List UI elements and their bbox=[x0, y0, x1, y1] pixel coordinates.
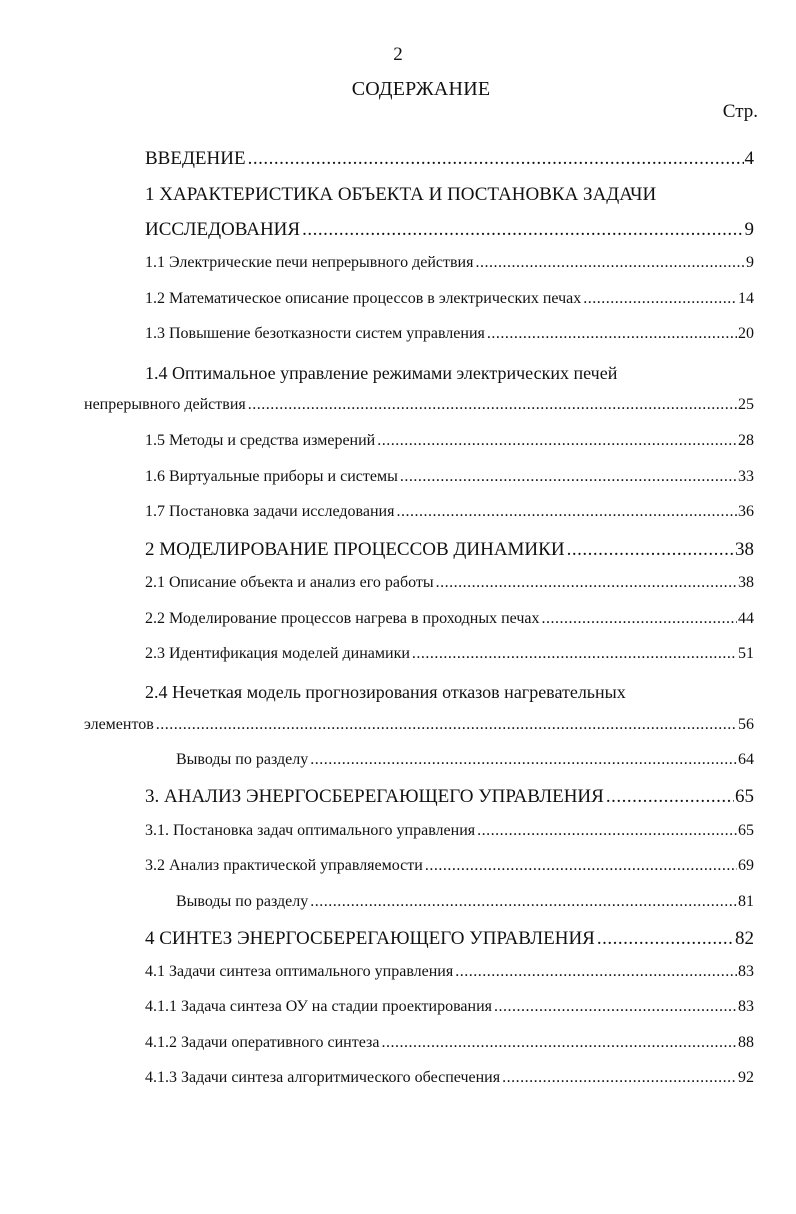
toc-entry-title: 1.2 Математическое описание процессов в электрических печах bbox=[145, 290, 582, 307]
toc-entry-title: Выводы по разделу bbox=[176, 751, 309, 768]
toc-leader-dots bbox=[583, 290, 737, 308]
toc-entry-page: 20 bbox=[738, 325, 754, 342]
toc-leader-dots bbox=[377, 432, 737, 450]
toc-entry[interactable] bbox=[145, 219, 754, 243]
toc-entry[interactable] bbox=[145, 539, 754, 563]
toc-entry-page: 33 bbox=[738, 468, 754, 485]
toc-entry-title: 1.1 Электрические печи непрерывного действия bbox=[145, 254, 474, 271]
toc-entry-page: 28 bbox=[738, 432, 754, 449]
toc-entry[interactable] bbox=[176, 751, 754, 775]
toc-entry-title[interactable]: 1 ХАРАКТЕРИСТИКА ОБЪЕКТА И ПОСТАНОВКА ЗАДАЧИ bbox=[145, 184, 657, 205]
toc-leader-dots bbox=[567, 539, 734, 561]
toc-entry-page: 36 bbox=[738, 503, 754, 520]
toc-entry-title: 4.1.3 Задачи синтеза алгоритмического обеспечения bbox=[145, 1069, 501, 1086]
toc-entry-title: ИССЛЕДОВАНИЯ bbox=[145, 219, 301, 240]
toc-entry-title: 3.1. Постановка задач оптимального управления bbox=[145, 822, 476, 839]
toc-leader-dots bbox=[310, 751, 737, 769]
toc-leader-dots bbox=[475, 254, 745, 272]
toc-entry[interactable] bbox=[145, 148, 754, 172]
toc-entry-page: 14 bbox=[738, 290, 754, 307]
toc-leader-dots bbox=[302, 219, 743, 241]
toc-leader-dots bbox=[494, 998, 737, 1016]
toc-leader-dots bbox=[436, 574, 737, 592]
toc-entry[interactable] bbox=[145, 254, 754, 278]
toc-entry-title: 4.1 Задачи синтеза оптимального управления bbox=[145, 963, 454, 980]
page-title: СОДЕРЖАНИЕ bbox=[351, 78, 491, 100]
toc-leader-dots bbox=[455, 963, 737, 981]
toc-entry-page: 64 bbox=[738, 751, 754, 768]
toc-entry[interactable] bbox=[84, 396, 754, 420]
toc-leader-dots bbox=[542, 610, 738, 628]
toc-entry-title: 2 МОДЕЛИРОВАНИЕ ПРОЦЕССОВ ДИНАМИКИ bbox=[145, 539, 565, 560]
toc-entry-title: Выводы по разделу bbox=[176, 893, 309, 910]
toc-leader-dots bbox=[381, 1034, 737, 1052]
toc-leader-dots bbox=[502, 1069, 737, 1087]
toc-entry-title: 1.5 Методы и средства измерений bbox=[145, 432, 376, 449]
toc-entry-title: 3.2 Анализ практической управляемости bbox=[145, 857, 423, 874]
toc-entry-title: 4.1.1 Задача синтеза ОУ на стадии проектирования bbox=[145, 998, 493, 1015]
toc-entry-page: 92 bbox=[738, 1069, 754, 1086]
toc-entry-page: 69 bbox=[738, 857, 754, 874]
page-column-label: Стр. bbox=[722, 101, 758, 122]
toc-entry[interactable] bbox=[145, 786, 754, 810]
toc-entry[interactable] bbox=[145, 998, 754, 1022]
toc-entry-title: 1.6 Виртуальные приборы и системы bbox=[145, 468, 398, 485]
toc-entry[interactable] bbox=[145, 1034, 754, 1058]
toc-entry-title[interactable]: 1.4 Оптимальное управление режимами электрических печей bbox=[145, 363, 618, 383]
toc-leader-dots bbox=[606, 786, 734, 808]
toc-entry[interactable] bbox=[145, 857, 754, 881]
toc-entry-title: 4.1.2 Задачи оперативного синтеза bbox=[145, 1034, 380, 1051]
toc-leader-dots bbox=[425, 857, 737, 875]
toc-entry-page: 65 bbox=[738, 822, 754, 839]
toc-entry-page: 82 bbox=[735, 928, 754, 949]
toc-entry-page: 81 bbox=[738, 893, 754, 910]
toc-entry[interactable] bbox=[145, 963, 754, 987]
toc-entry-page: 83 bbox=[738, 963, 754, 980]
toc-leader-dots bbox=[396, 503, 737, 521]
toc-leader-dots bbox=[400, 468, 737, 486]
toc-leader-dots bbox=[156, 716, 737, 734]
toc-entry[interactable] bbox=[145, 290, 754, 314]
toc-entry[interactable] bbox=[176, 893, 754, 917]
toc-entry-title: непрерывного действия bbox=[84, 396, 246, 413]
toc-leader-dots bbox=[597, 928, 734, 950]
toc-entry-title: 2.2 Моделирование процессов нагрева в проходных печах bbox=[145, 610, 540, 627]
toc-entry-page: 38 bbox=[738, 574, 754, 591]
toc-entry[interactable] bbox=[145, 574, 754, 598]
toc-entry-page: 25 bbox=[738, 396, 754, 413]
toc-entry-title: 1.7 Постановка задачи исследования bbox=[145, 503, 395, 520]
toc-entry-title: 2.1 Описание объекта и анализ его работы bbox=[145, 574, 434, 591]
toc-entry-page: 9 bbox=[744, 219, 754, 240]
toc-entry[interactable] bbox=[145, 1069, 754, 1093]
toc-entry-page: 56 bbox=[738, 716, 754, 733]
toc-leader-dots bbox=[412, 645, 737, 663]
toc-entry-title: 1.3 Повышение безотказности систем управления bbox=[145, 325, 485, 342]
toc-entry-title: элементов bbox=[84, 716, 154, 733]
toc-entry[interactable] bbox=[145, 468, 754, 492]
toc-entry-title: 4 СИНТЕЗ ЭНЕРГОСБЕРЕГАЮЩЕГО УПРАВЛЕНИЯ bbox=[145, 928, 595, 949]
toc-entry-page: 83 bbox=[738, 998, 754, 1015]
toc-entry[interactable] bbox=[145, 610, 754, 634]
toc-entry[interactable] bbox=[145, 822, 754, 846]
toc-entry-title: ВВЕДЕНИЕ bbox=[145, 148, 246, 169]
toc-entry[interactable] bbox=[145, 325, 754, 349]
toc-leader-dots bbox=[310, 893, 737, 911]
toc-entry[interactable] bbox=[145, 645, 754, 669]
toc-entry-page: 65 bbox=[735, 786, 754, 807]
toc-entry[interactable] bbox=[145, 928, 754, 952]
toc-entry-page: 51 bbox=[738, 645, 754, 662]
toc-entry[interactable] bbox=[84, 716, 754, 740]
toc-leader-dots bbox=[487, 325, 737, 343]
toc-leader-dots bbox=[248, 148, 744, 170]
toc-entry-page: 88 bbox=[738, 1034, 754, 1051]
page-number: 2 bbox=[393, 44, 403, 65]
toc-entry[interactable] bbox=[145, 503, 754, 527]
toc-entry[interactable] bbox=[145, 432, 754, 456]
toc-entry-title[interactable]: 2.4 Нечеткая модель прогнозирования отказов нагревательных bbox=[145, 682, 626, 702]
toc-entry-page: 38 bbox=[735, 539, 754, 560]
toc-entry-title: 3. АНАЛИЗ ЭНЕРГОСБЕРЕГАЮЩЕГО УПРАВЛЕНИЯ bbox=[145, 786, 604, 807]
toc-leader-dots bbox=[248, 396, 737, 414]
toc-entry-title: 2.3 Идентификация моделей динамики bbox=[145, 645, 410, 662]
toc-entry-page: 9 bbox=[746, 254, 754, 271]
toc-leader-dots bbox=[477, 822, 737, 840]
toc-entry-page: 4 bbox=[744, 148, 754, 169]
toc-entry-page: 44 bbox=[738, 610, 754, 627]
